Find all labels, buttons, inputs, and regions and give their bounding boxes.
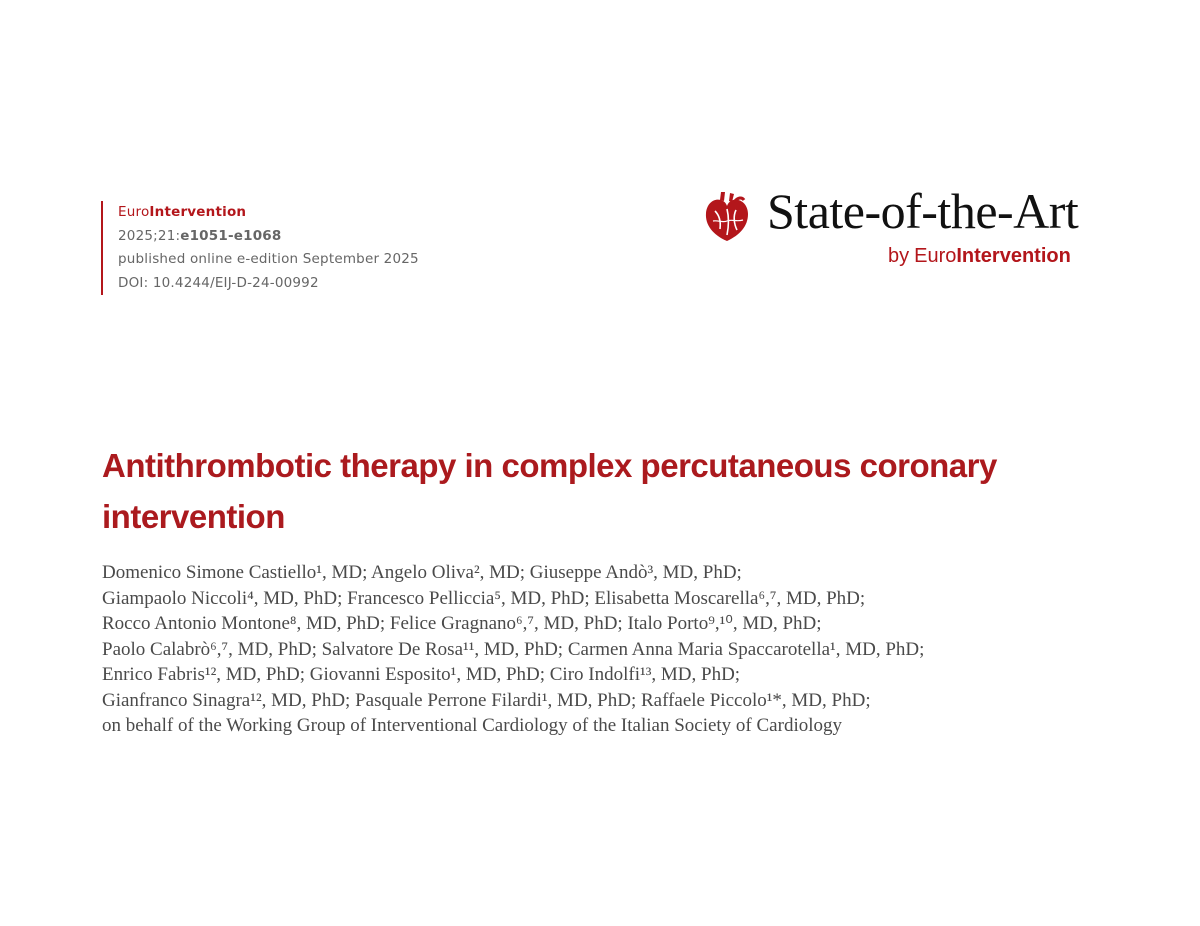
author-line: Domenico Simone Castiello¹, MD; Angelo Oliva², MD; Giuseppe Andò³, MD, PhD; <box>102 562 742 583</box>
journal-info <box>101 201 419 295</box>
author-line: Gianfranco Sinagra¹², MD, PhD; Pasquale Perrone Filardi¹, MD, PhD; Raffaele Piccolo¹*, MD, PhD; <box>102 689 871 711</box>
state-of-the-art-logo <box>703 183 1113 278</box>
article-title: Antithrombotic therapy in complex percutaneous coronary intervention <box>102 447 997 535</box>
journal-name: EuroIntervention <box>118 204 247 220</box>
doi[interactable]: DOI: 10.4244/EIJ-D-24-00992 <box>118 274 319 291</box>
author-list <box>102 560 1102 739</box>
logo-title: State-of-the-Art <box>767 183 1079 239</box>
author-line: Rocco Antonio Montone⁸, MD, PhD; Felice Gragnano⁶,⁷, MD, PhD; Italo Porto⁹,¹⁰, MD, PhD; <box>102 613 822 634</box>
author-line: Giampaolo Niccoli⁴, MD, PhD; Francesco Pelliccia⁵, MD, PhD; Elisabetta Moscarella⁶,⁷, MD, PhD; <box>102 587 866 609</box>
logo-byline: by EuroIntervention <box>888 245 1071 267</box>
author-line: Enrico Fabris¹², MD, PhD; Giovanni Esposito¹, MD, PhD; Ciro Indolfi¹³, MD, PhD; <box>102 664 741 685</box>
citation: 2025;21:e1051-e1068 <box>118 227 282 244</box>
anatomical-heart-icon <box>703 191 751 243</box>
author-line: Paolo Calabrò⁶,⁷, MD, PhD; Salvatore De Rosa¹¹, MD, PhD; Carmen Anna Maria Spaccarotella¹, MD, PhD; <box>102 638 925 660</box>
publication-date: published online e-edition September 2025 <box>118 251 419 267</box>
author-line: on behalf of the Working Group of Interventional Cardiology of the Italian Society of Cardiology <box>102 715 842 736</box>
